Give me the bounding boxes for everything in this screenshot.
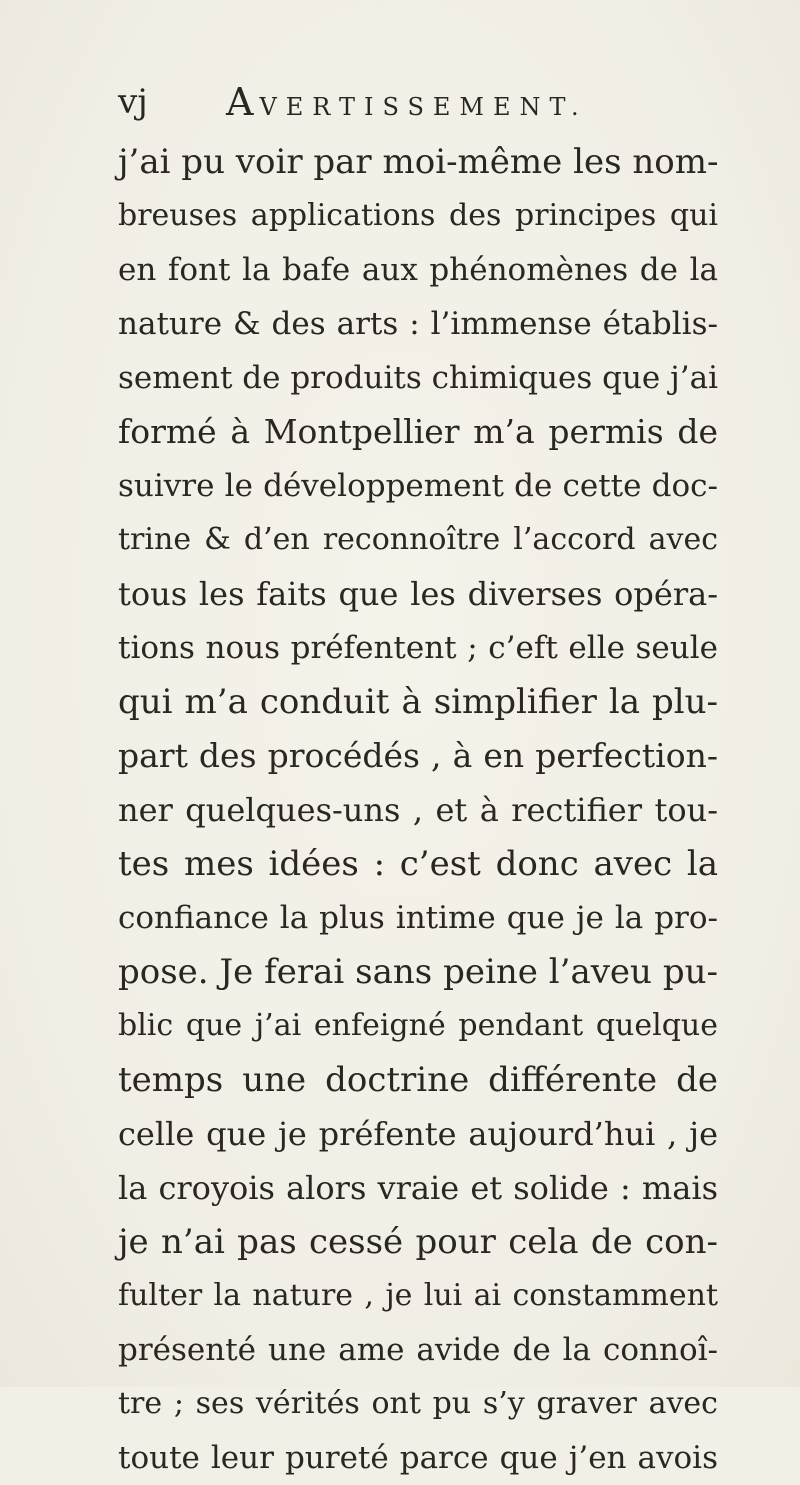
text-line: nature & des arts : l’immense établis-	[118, 306, 718, 342]
running-head	[226, 80, 588, 129]
text-line: ner quelques-uns , et à rectifier tou-	[118, 791, 718, 829]
text-line: qui m’a conduit à simplifier la plu-	[118, 682, 718, 722]
text-line: trine & d’en reconnoître l’accord avec	[118, 522, 718, 557]
text-line: tre ; ses vérités ont pu s’y graver avec	[118, 1386, 718, 1421]
text-line: tes mes idées : c’est donc avec la	[118, 844, 718, 884]
text-line: pose. Je ferai sans peine l’aveu pu-	[118, 952, 718, 992]
text-line: celle que je préfente aujourd’hui , je	[118, 1115, 718, 1153]
text-line: toute leur pureté parce que j’en avois	[118, 1440, 718, 1476]
running-head-rest: VERTISSEMENT.	[259, 93, 588, 121]
text-line: part des procédés , à en perfection-	[118, 736, 718, 775]
text-line: tions nous préfentent ; c’eft elle seule	[118, 630, 718, 666]
text-line: sement de produits chimiques que j’ai	[118, 360, 718, 396]
body-text	[118, 135, 718, 1485]
text-line: confiance la plus intime que je la pro-	[118, 900, 718, 936]
page-number: vj	[118, 82, 148, 122]
text-line: j’ai pu voir par moi-même les nom-	[118, 142, 719, 182]
text-line: je n’ai pas cessé pour cela de con-	[118, 1222, 718, 1262]
page-header	[118, 80, 718, 130]
text-line: breuses applications des principes qui	[118, 198, 718, 233]
text-line: la croyois alors vraie et solide : mais	[118, 1169, 718, 1207]
text-line: formé à Montpellier m’a permis de	[118, 412, 718, 451]
running-head-initial: A	[226, 80, 260, 124]
text-line: fulter la nature , je lui ai constamment	[118, 1278, 718, 1313]
text-line: blic que j’ai enfeigné pendant quelque	[118, 1008, 718, 1043]
text-line: tous les faits que les diverses opéra-	[118, 575, 718, 613]
text-line: en font la bafe aux phénomènes de la	[118, 252, 718, 288]
text-line: suivre le développement de cette doc-	[118, 468, 718, 504]
text-line: présenté une ame avide de la connoî-	[118, 1332, 718, 1368]
text-line: temps une doctrine différente de	[118, 1060, 718, 1100]
